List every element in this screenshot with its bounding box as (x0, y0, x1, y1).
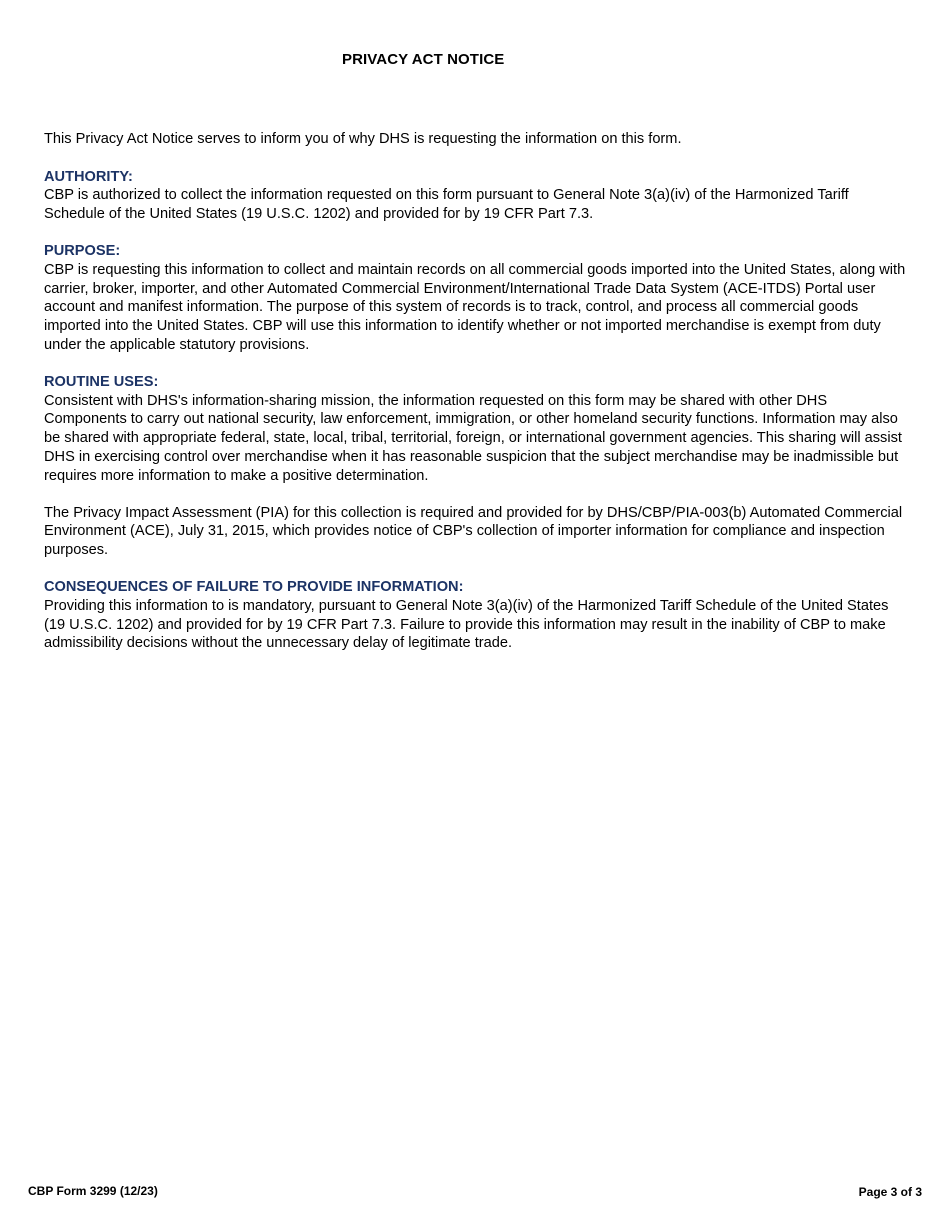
authority-section (44, 168, 910, 224)
consequences-section (44, 578, 910, 653)
intro-paragraph: This Privacy Act Notice serves to inform you of why DHS is requesting the information on this form. (44, 131, 682, 147)
page-number: Page 3 of 3 (858, 1185, 922, 1199)
pia-text: The Privacy Impact Assessment (PIA) for this collection is required and provided for by DHS/CBP/PIA-003(b) Automated Commercial Environment (ACE), July 31, 2015, which provides notice of CBP's collection of importer information for compliance and inspection purposes. (44, 504, 903, 559)
notice-body (44, 130, 910, 672)
routine-uses-section (44, 373, 910, 485)
consequences-text: Providing this information to is mandatory, pursuant to General Note 3(a)(iv) of the Harmonized Tariff Schedule of the United States (19 U.S.C. 1202) and provided for by 19 CFR Part 7.3. Failure to provide this information may result in the inability of CBP to make admissibility decisions without the unnecessary delay of legitimate trade. (44, 598, 889, 652)
authority-text: CBP is authorized to collect the information requested on this form pursuant to General Note 3(a)(iv) of the Harmonized Tariff Schedule of the United States (19 U.S.C. 1202) and provided for by 19 CFR Part 7.3. (44, 187, 849, 223)
pia-section (44, 504, 910, 560)
routine-uses-text: Consistent with DHS's information-sharing mission, the information requested on this form may be shared with other DHS Components to carry out national security, law enforcement, immigration, or other homeland security functions. Information may also be shared with appropriate federal, state, local, tribal, territorial, foreign, or international government agencies. This sharing will assist DHS in exercising control over merchandise when it has reasonable suspicion that the subject merchandise may be inadmissible but requires more information to make a positive determination. (44, 392, 902, 484)
purpose-section (44, 242, 910, 354)
purpose-text: CBP is requesting this information to collect and maintain records on all commercial goods imported into the United States, along with carrier, broker, importer, and other Automated Commercial Environment/International Trade Data System (ACE-ITDS) Portal user account and manifest information. The purpose of this system of records is to track, control, and process all commercial goods imported into the United States. CBP will use this information to identify whether or not imported merchandise is exempt from duty under the applicable statutory provisions. (44, 262, 906, 353)
authority-heading: AUTHORITY: (44, 168, 133, 185)
form-identifier: CBP Form 3299 (12/23) (28, 1184, 158, 1198)
purpose-heading: PURPOSE: (44, 243, 121, 260)
page-title: PRIVACY ACT NOTICE (342, 51, 505, 68)
routine-uses-heading: ROUTINE USES: (44, 374, 159, 391)
consequences-heading: CONSEQUENCES OF FAILURE TO PROVIDE INFORMATION: (44, 579, 464, 596)
